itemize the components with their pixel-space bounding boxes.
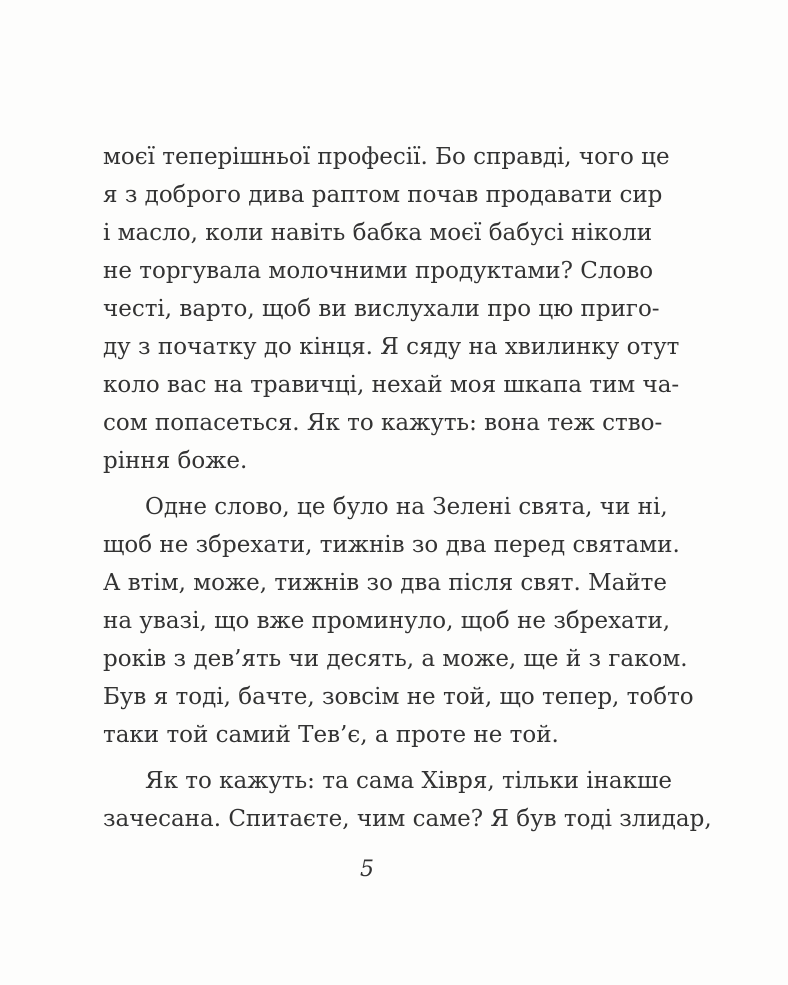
text-line: честі, варто, щоб ви вислухали про цю приго- bbox=[103, 296, 660, 322]
text-line: не торгувала молочними продуктами? Слово bbox=[103, 258, 654, 284]
text-line: зачесана. Спитаєте, чим саме? Я був тоді злидар, bbox=[103, 806, 712, 832]
text-line: коло вас на травичці, нехай моя шкапа тим ча- bbox=[103, 372, 680, 398]
page-number: 5 bbox=[360, 857, 374, 882]
text-line: таки той самий Тев’є, а проте не той. bbox=[103, 722, 559, 748]
text-line: А втім, може, тижнів зо два після свят. Майте bbox=[103, 570, 668, 596]
text-line: Був я тоді, бачте, зовсім не той, що тепер, тобто bbox=[103, 684, 694, 710]
text-line: Як то кажуть: та сама Хівря, тільки інакше bbox=[145, 768, 673, 794]
text-line: сом попасеться. Як то кажуть: вона теж ство- bbox=[103, 410, 663, 436]
text-line: я з доброго дива раптом почав продавати сир bbox=[103, 182, 663, 208]
text-line: щоб не збрехати, тижнів зо два перед святами. bbox=[103, 532, 680, 558]
text-line: ду з початку до кінця. Я сяду на хвилинку отут bbox=[103, 334, 680, 360]
text-line: моєї теперішньої професії. Бо справді, чого це bbox=[103, 144, 670, 170]
text-line: Одне слово, це було на Зелені свята, чи ні, bbox=[145, 494, 668, 520]
text-line: років з дев’ять чи десять, а може, ще й з гаком. bbox=[103, 646, 688, 672]
text-line: і масло, коли навіть бабка моєї бабусі ніколи bbox=[103, 220, 653, 246]
text-line: на увазі, що вже проминуло, щоб не збрехати, bbox=[103, 608, 671, 634]
text-line: ріння боже. bbox=[103, 448, 248, 474]
